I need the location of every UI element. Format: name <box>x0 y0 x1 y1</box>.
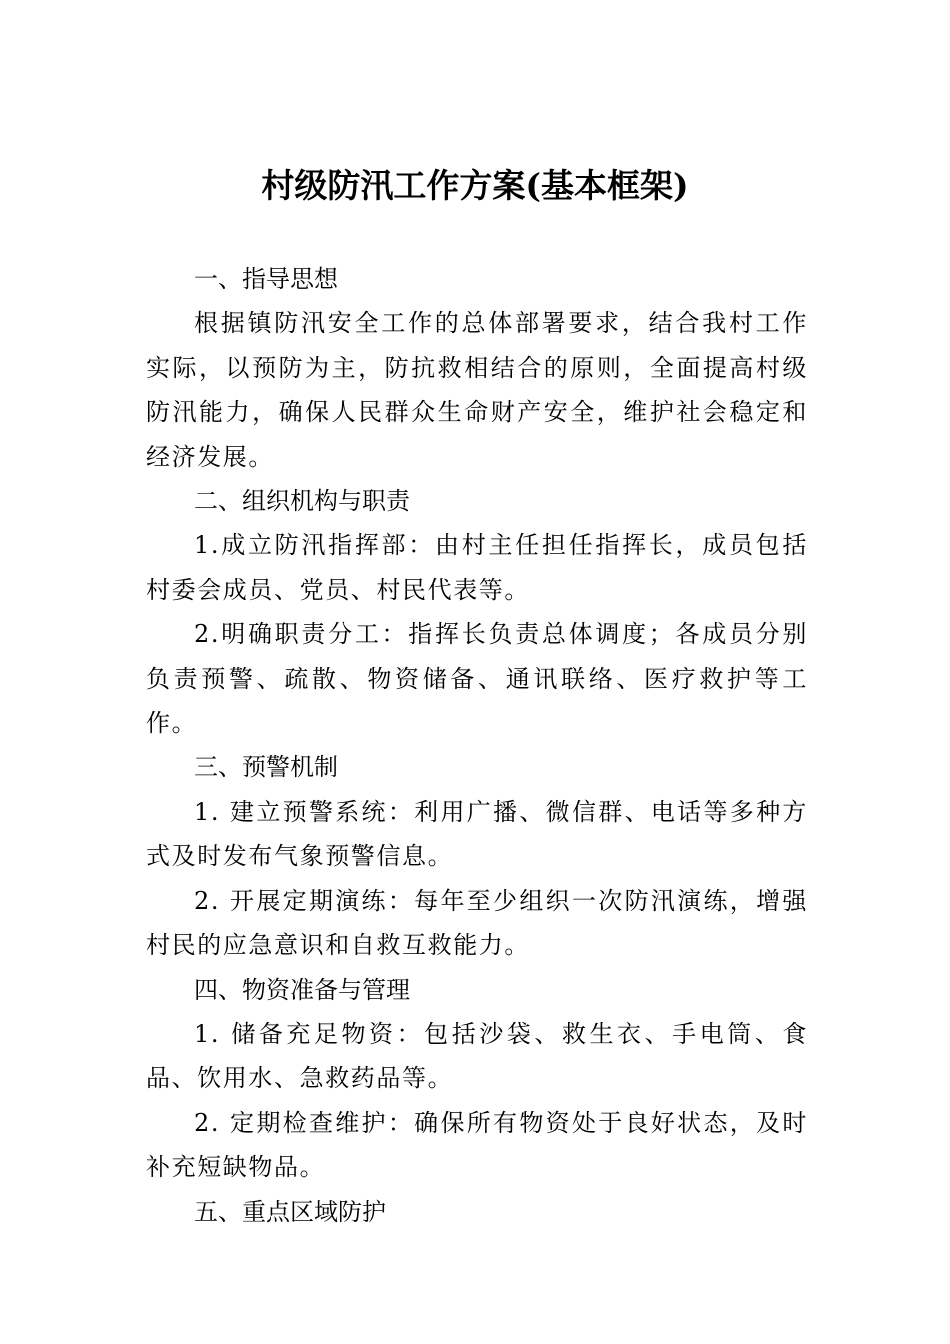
section-paragraph: 1.成立防汛指挥部：由村主任担任指挥长，成员包括村委会成员、党员、村民代表等。 <box>146 531 808 604</box>
section-paragraph: 2.明确职责分工：指挥长负责总体调度；各成员分别负责预警、疏散、物资储备、通讯联络、医疗救护等工作。 <box>146 620 808 738</box>
document-body <box>146 257 808 1234</box>
section-paragraph: 根据镇防汛安全工作的总体部署要求，结合我村工作实际，以预防为主，防抗救相结合的原则，全面提高村级防汛能力，确保人民群众生命财产安全，维护社会稳定和经济发展。 <box>146 309 808 471</box>
section-paragraph: 1. 建立预警系统：利用广播、微信群、电话等多种方式及时发布气象预警信息。 <box>146 797 808 871</box>
section-heading: 二、组织机构与职责 <box>194 487 410 516</box>
section-organization <box>146 479 808 745</box>
section-heading: 五、重点区域防护 <box>194 1197 386 1226</box>
document-title: 村级防汛工作方案(基本框架) <box>261 166 689 205</box>
section-warning-mechanism <box>146 745 808 967</box>
section-heading: 四、物资准备与管理 <box>194 975 410 1004</box>
section-heading: 一、指导思想 <box>194 265 338 293</box>
section-paragraph: 2. 定期检查维护：确保所有物资处于良好状态，及时补充短缺物品。 <box>146 1108 808 1182</box>
section-paragraph: 1. 储备充足物资：包括沙袋、救生衣、手电筒、食品、饮用水、急救药品等。 <box>146 1019 808 1093</box>
section-paragraph: 2. 开展定期演练：每年至少组织一次防汛演练，增强村民的应急意识和自救互救能力。 <box>146 886 808 960</box>
section-guiding-ideology <box>146 257 808 479</box>
section-heading: 三、预警机制 <box>194 753 338 782</box>
section-materials <box>146 968 808 1190</box>
section-key-areas <box>146 1190 808 1234</box>
